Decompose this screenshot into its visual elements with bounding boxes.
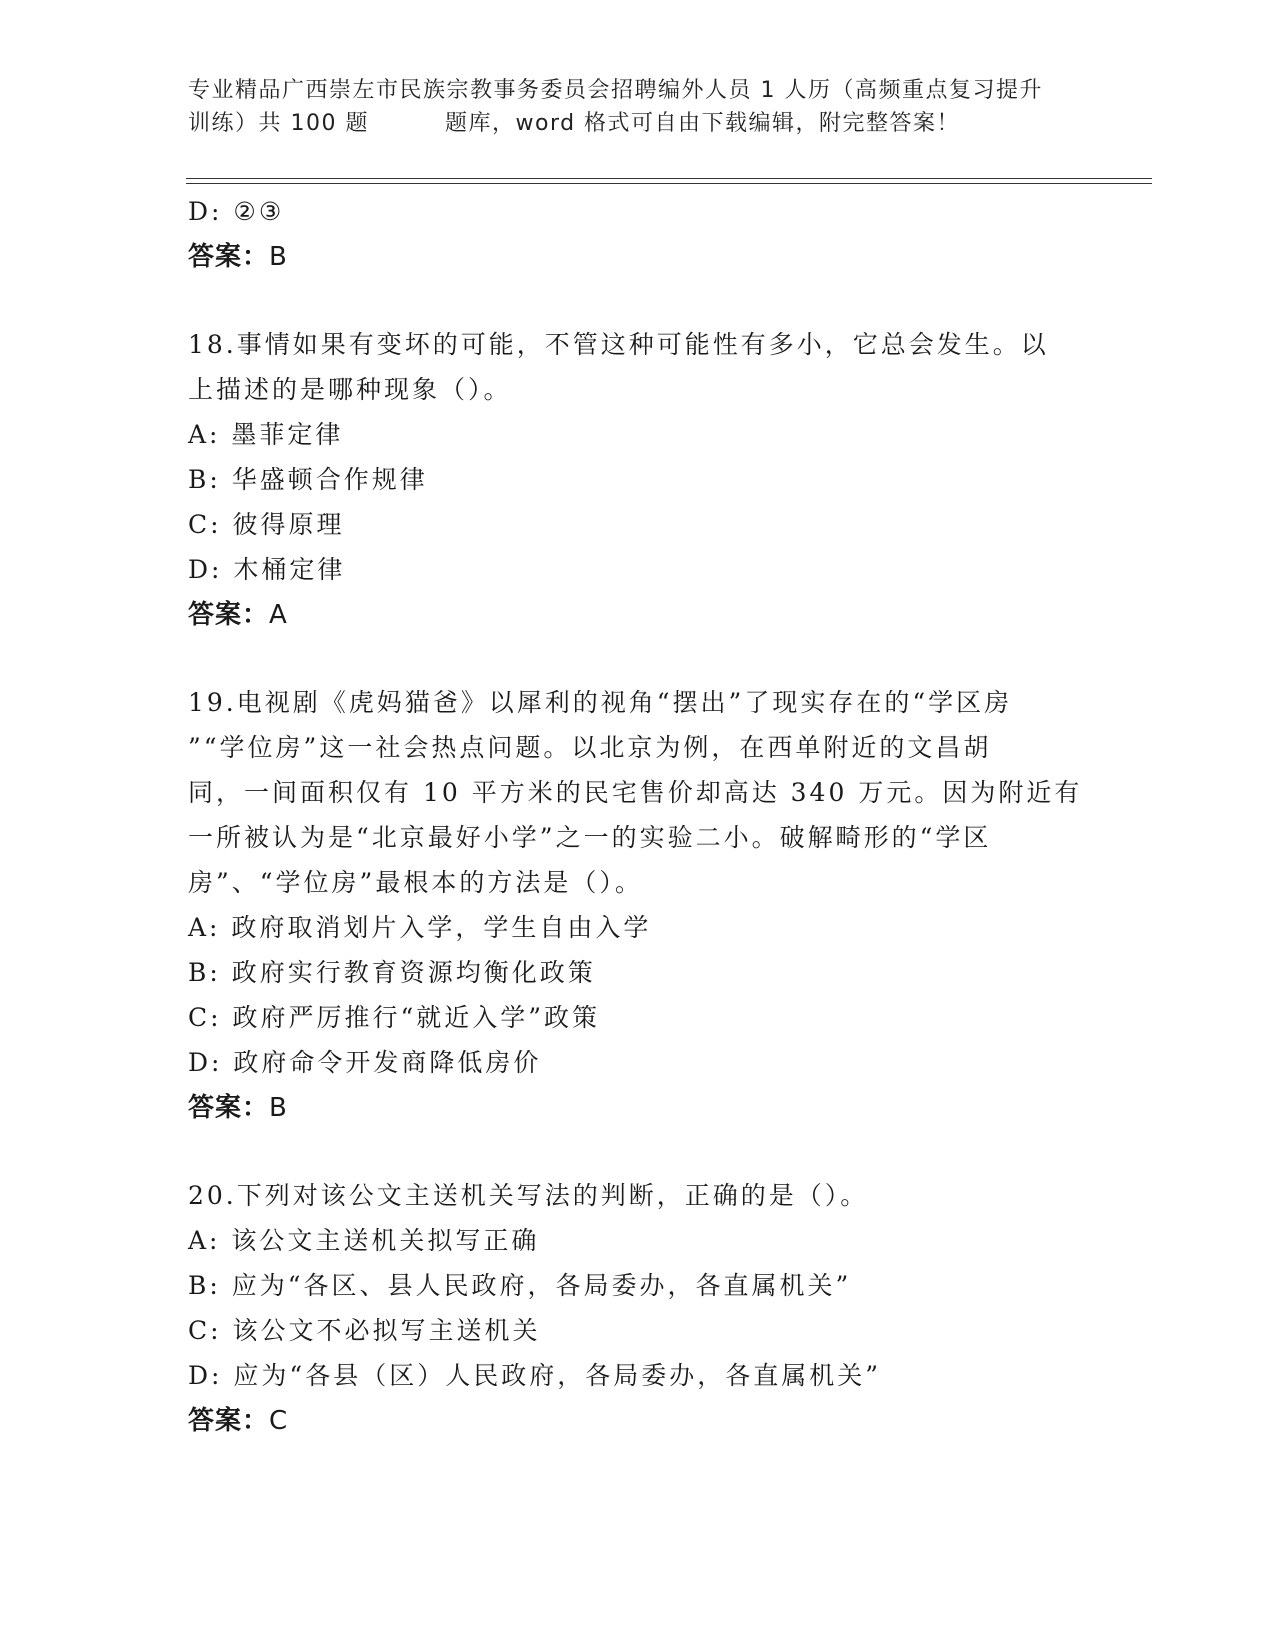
question-line: ”“学位房”这一社会热点问题。以北京为例，在西单附近的文昌胡 [188, 733, 992, 762]
answer-line [188, 1085, 1088, 1131]
answer-line [188, 1398, 1088, 1444]
option-a: A: 政府取消划片入学，学生自由入学 [188, 913, 652, 942]
option-c: C: 政府严厉推行“就近入学”政策 [188, 1003, 601, 1032]
question-line: 20.下列对该公文主送机关写法的判断，正确的是（）。 [188, 1181, 869, 1210]
option-d: D: 应为“各县（区）人民政府，各局委办，各直属机关” [188, 1361, 881, 1390]
question-line: 上描述的是哪种现象（）。 [188, 375, 512, 404]
option-c: C: 彼得原理 [188, 510, 345, 539]
question-18 [188, 322, 1088, 638]
header-divider-top [186, 178, 1152, 179]
page-header [188, 74, 1088, 140]
option-b: B: 应为“各区、县人民政府，各局委办，各直属机关” [188, 1271, 852, 1300]
header-title-line-2b: 题库，word 格式可自由下载编辑，附完整答案！ [444, 111, 961, 136]
answer-label: 答案： [188, 600, 270, 630]
header-title-line-2a: 训练）共 100 题 [188, 111, 369, 136]
question-line: 房”、“学位房”最根本的方法是（）。 [188, 868, 643, 897]
answer-value: B [269, 242, 288, 272]
option-c: C: 该公文不必拟写主送机关 [188, 1316, 541, 1345]
question-text [188, 322, 1088, 412]
answer-label: 答案： [188, 1093, 270, 1123]
question-text [188, 1173, 1088, 1218]
question-line: 18.事情如果有变坏的可能，不管这种可能性有多小，它总会发生。以 [188, 330, 1049, 359]
option-a: A: 墨菲定律 [188, 420, 344, 449]
option-d: D: 政府命令开发商降低房价 [188, 1048, 542, 1077]
answer-value: A [269, 600, 288, 630]
option-d: D: 木桶定律 [188, 555, 346, 584]
header-divider-bottom [186, 183, 1152, 184]
question-line: 同，一间面积仅有 10 平方米的民宅售价却高达 340 万元。因为附近有 [188, 778, 1083, 807]
answer-line [188, 234, 1088, 280]
answer-line [188, 592, 1088, 638]
question-19 [188, 680, 1088, 1131]
answer-value: B [269, 1093, 288, 1123]
option-a: A: 该公文主送机关拟写正确 [188, 1226, 540, 1255]
question-line: 一所被认为是“北京最好小学”之一的实验二小。破解畸形的“学区 [188, 823, 992, 852]
question-line: 19.电视剧《虎妈猫爸》以犀利的视角“摆出”了现实存在的“学区房 [188, 688, 1013, 717]
option-d: D: ②③ [188, 197, 285, 226]
option-b: B: 华盛顿合作规律 [188, 465, 428, 494]
question-17-tail [188, 190, 1088, 280]
answer-value: C [269, 1406, 289, 1436]
answer-label: 答案： [188, 242, 270, 272]
answer-label: 答案： [188, 1406, 270, 1436]
option-b: B: 政府实行教育资源均衡化政策 [188, 958, 596, 987]
question-text [188, 680, 1088, 905]
document-body [188, 190, 1088, 1444]
header-title-line-2 [188, 107, 1088, 140]
header-title-line-1: 专业精品广西崇左市民族宗教事务委员会招聘编外人员 1 人历（高频重点复习提升 [188, 78, 1043, 103]
question-20 [188, 1173, 1088, 1444]
